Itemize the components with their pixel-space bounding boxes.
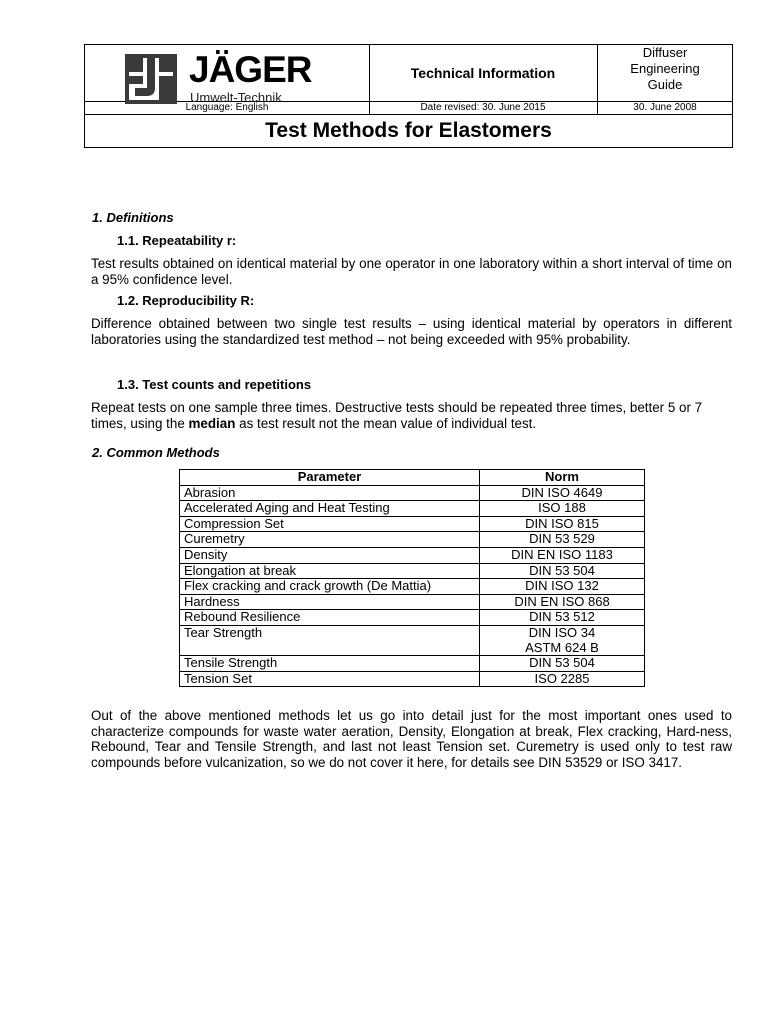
date-revised: Date revised: 30. June 2015	[420, 102, 546, 113]
norm-value: ISO 188	[538, 500, 586, 516]
table-row	[180, 516, 645, 532]
norm-cell	[480, 625, 645, 655]
norm-cell	[480, 610, 645, 626]
parameter-cell: Tension Set	[180, 671, 480, 687]
section-heading: 1. Definitions	[92, 210, 174, 225]
table-row	[180, 532, 645, 548]
norm-value: DIN EN ISO 868	[514, 593, 610, 609]
page-title: Test Methods for Elastomers	[265, 119, 552, 142]
norm-value: DIN ISO 815	[525, 515, 599, 531]
norm-cell	[480, 563, 645, 579]
norm-value: DIN 53 512	[529, 609, 595, 625]
norm-value: DIN 53 529	[529, 531, 595, 547]
norm-value: DIN ISO 34	[528, 624, 596, 640]
parameter-cell: Tensile Strength	[180, 656, 480, 672]
table-row	[180, 671, 645, 687]
table-row	[180, 656, 645, 672]
parameter-cell: Density	[180, 547, 480, 563]
norm-cell	[480, 656, 645, 672]
norm-cell	[480, 594, 645, 610]
document-header	[84, 44, 733, 148]
brand-name: JÄGER	[189, 49, 312, 90]
jaeger-logo-icon	[125, 54, 177, 104]
norm-cell	[480, 516, 645, 532]
paragraph-text: as test result not the mean value of individual test.	[235, 415, 537, 431]
norm-value: DIN 53 504	[529, 655, 595, 671]
paragraph-emphasis: median	[188, 415, 236, 431]
norm-value: DIN 53 504	[529, 562, 595, 578]
subsection-heading: 1.1. Repeatability r:	[117, 233, 237, 248]
norm-cell	[480, 532, 645, 548]
parameter-cell: Abrasion	[180, 485, 480, 501]
parameter-cell: Rebound Resilience	[180, 610, 480, 626]
norm-value: ISO 2285	[534, 670, 590, 686]
guide-line: Engineering	[630, 61, 700, 76]
language-label: Language: English	[185, 102, 269, 113]
guide-line: Diffuser	[642, 45, 688, 60]
parameter-cell: Accelerated Aging and Heat Testing	[180, 501, 480, 517]
table-header-row	[180, 470, 645, 486]
methods-table	[179, 469, 645, 687]
guide-label	[597, 45, 733, 101]
column-header: Parameter	[180, 470, 480, 486]
norm-value: DIN EN ISO 1183	[511, 546, 613, 562]
table-row	[180, 501, 645, 517]
subsection-heading: 1.2. Reproducibility R:	[117, 293, 255, 308]
parameter-cell: Curemetry	[180, 532, 480, 548]
norm-value: DIN ISO 132	[525, 578, 599, 594]
closing-paragraph: Out of the above mentioned methods let us go into detail just for the most important ones used to characterize compounds for waste water aeration, Density, Elongation at break, Flex cracking, Hard-ness, Rebound, Tear and Tensile Strength, and last not least Tension set. Curemetry is used only to test raw compounds before vulcanization, so we do not cover it here, for details see DIN 53529 or ISO 3417.	[91, 708, 732, 770]
norm-value: DIN ISO 4649	[521, 484, 603, 500]
table-row	[180, 594, 645, 610]
table-row	[180, 563, 645, 579]
column-header: Norm	[480, 470, 645, 486]
guide-line: Guide	[647, 77, 683, 92]
table-row	[180, 610, 645, 626]
norm-cell	[480, 547, 645, 563]
table-row	[180, 485, 645, 501]
norm-cell	[480, 501, 645, 517]
section-heading: 2. Common Methods	[92, 445, 220, 460]
date-created: 30. June 2008	[633, 102, 697, 113]
table-row	[180, 625, 645, 655]
norm-cell	[480, 579, 645, 595]
doc-type: Technical Information	[410, 64, 556, 81]
norm-cell	[480, 485, 645, 501]
table-row	[180, 579, 645, 595]
norm-value: ASTM 624 B	[525, 639, 599, 655]
norm-cell	[480, 671, 645, 687]
parameter-cell: Compression Set	[180, 516, 480, 532]
paragraph: Difference obtained between two single test results – using identical material by operators in different laboratories using the standardized test method – not being exceeded with 95% probability.	[91, 316, 732, 347]
subsection-heading: 1.3. Test counts and repetitions	[117, 377, 312, 392]
paragraph: Test results obtained on identical material by one operator in one laboratory within a short interval of time on a 95% confidence level.	[91, 256, 732, 287]
brand-subtitle: Umwelt-Technik	[190, 90, 282, 105]
parameter-cell: Hardness	[180, 594, 480, 610]
paragraph	[91, 400, 732, 431]
parameter-cell: Flex cracking and crack growth (De Mattia)	[180, 579, 480, 595]
parameter-cell: Tear Strength	[180, 625, 480, 655]
paragraph-text: Repeat tests on one sample three times. Destructive tests should be repeated three times, better 5 or 7 times, using the	[91, 400, 703, 431]
table-row	[180, 547, 645, 563]
parameter-cell: Elongation at break	[180, 563, 480, 579]
